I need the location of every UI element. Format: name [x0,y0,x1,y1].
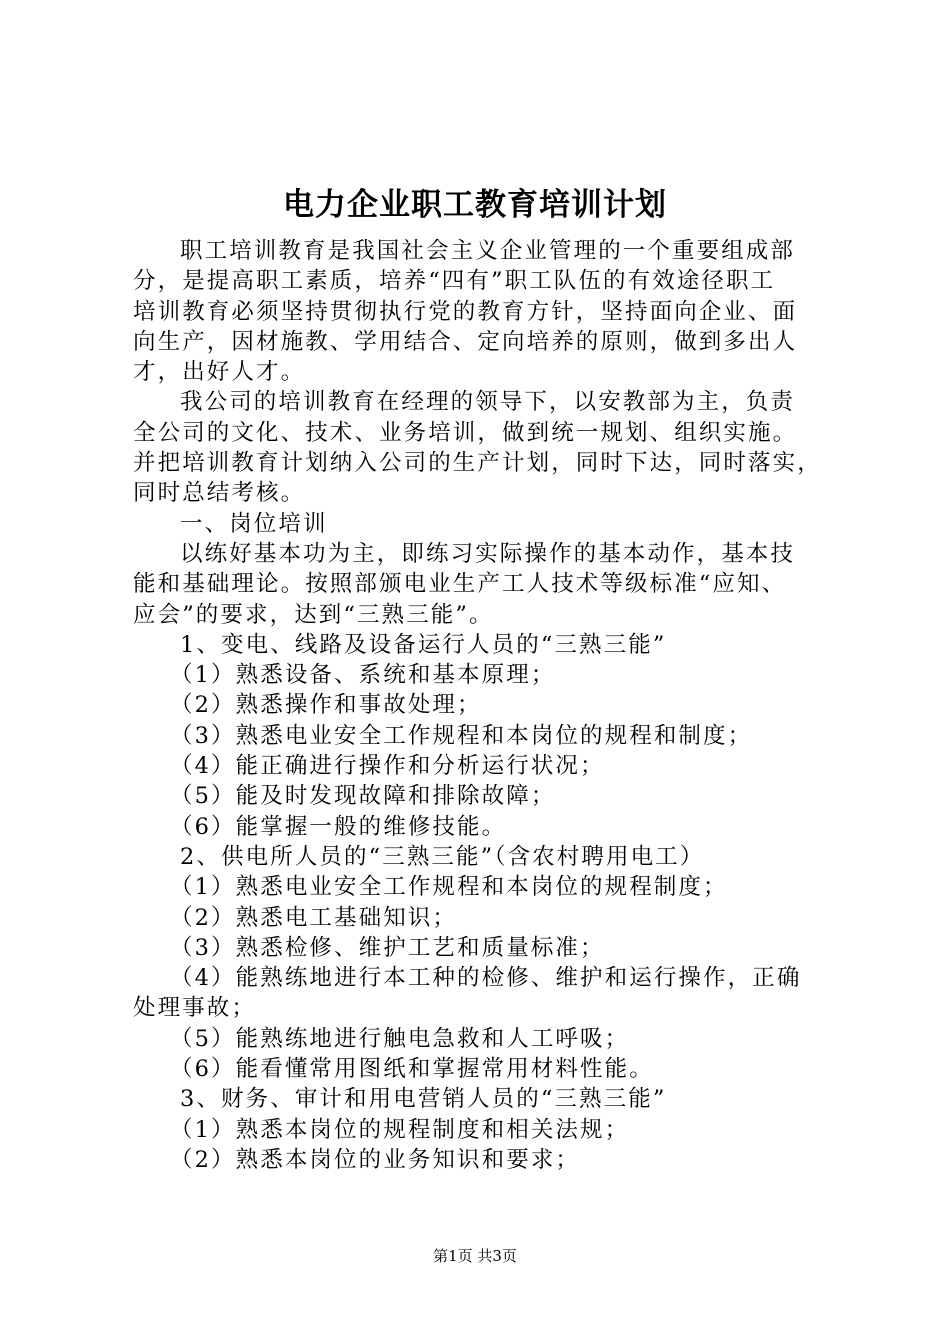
document-title: 电力企业职工教育培训计划 [283,187,667,223]
body-line: 1、变电、线路及设备运行人员的“三熟三能” [180,631,667,658]
body-line: 3、财务、审计和用电营销人员的“三熟三能” [180,1086,667,1113]
body-line: 培训教育必须坚持贯彻执行党的教育方针，坚持面向企业、面 [133,298,798,325]
body-line: 处理事故； [133,995,257,1022]
body-line: （1）熟悉本岗位的规程制度和相关法规； [170,1116,630,1143]
body-line: （4）能正确进行操作和分析运行状况； [170,753,605,780]
body-line: 并把培训教育计划纳入公司的生产计划，同时下达，同时落实， [133,450,822,477]
body-line: 同时总结考核。 [133,480,306,507]
body-line: （3）熟悉检修、维护工艺和质量标准； [170,934,605,961]
document-body [133,236,838,1175]
body-line: 我公司的培训教育在经理的领导下，以安教部为主，负责 [180,389,796,416]
body-line: （5）能熟练地进行触电急救和人工呼吸； [170,1025,630,1052]
body-line: （2）熟悉本岗位的业务知识和要求； [170,1146,581,1173]
body-line: 全公司的文化、技术、业务培训，做到统一规划、组织实施。 [133,419,798,446]
body-line: （6）能看懂常用图纸和掌握常用材料性能。 [170,1056,654,1083]
body-line: 2、供电所人员的“三熟三能”（含农村聘用电工） [180,843,705,870]
body-line: 职工培训教育是我国社会主义企业管理的一个重要组成部 [180,238,796,264]
body-line: 分，是提高职工素质，培养“四有”职工队伍的有效途径职工 [133,268,776,295]
body-line: （4）能熟练地进行本工种的检修、维护和运行操作，正确 [170,965,802,992]
body-line: （3）熟悉电业安全工作规程和本岗位的规程和制度； [170,722,753,749]
body-line: （6）能掌握一般的维修技能。 [170,813,507,840]
body-line: 以练好基本功为主，即练习实际操作的基本动作，基本技 [180,540,796,567]
body-line: 能和基础理论。按照部颁电业生产工人技术等级标准“应知、 [133,571,787,598]
body-line: （1）熟悉电业安全工作规程和本岗位的规程制度； [170,874,728,901]
body-line: 应会”的要求，达到“三熟三能”。 [133,601,494,628]
body-line: 一、岗位培训 [180,510,328,537]
body-line: 向生产，因材施教、学用结合、定向培养的原则，做到多出人 [133,328,798,355]
body-line: 才，出好人才。 [133,359,306,386]
body-line: （2）熟悉电工基础知识； [170,904,458,931]
body-line: （5）能及时发现故障和排除故障； [170,783,556,810]
page-footer: 第1页 共3页 [433,1247,517,1265]
body-line: （2）熟悉操作和事故处理； [170,692,482,719]
body-line: （1）熟悉设备、系统和基本原理； [170,662,556,689]
